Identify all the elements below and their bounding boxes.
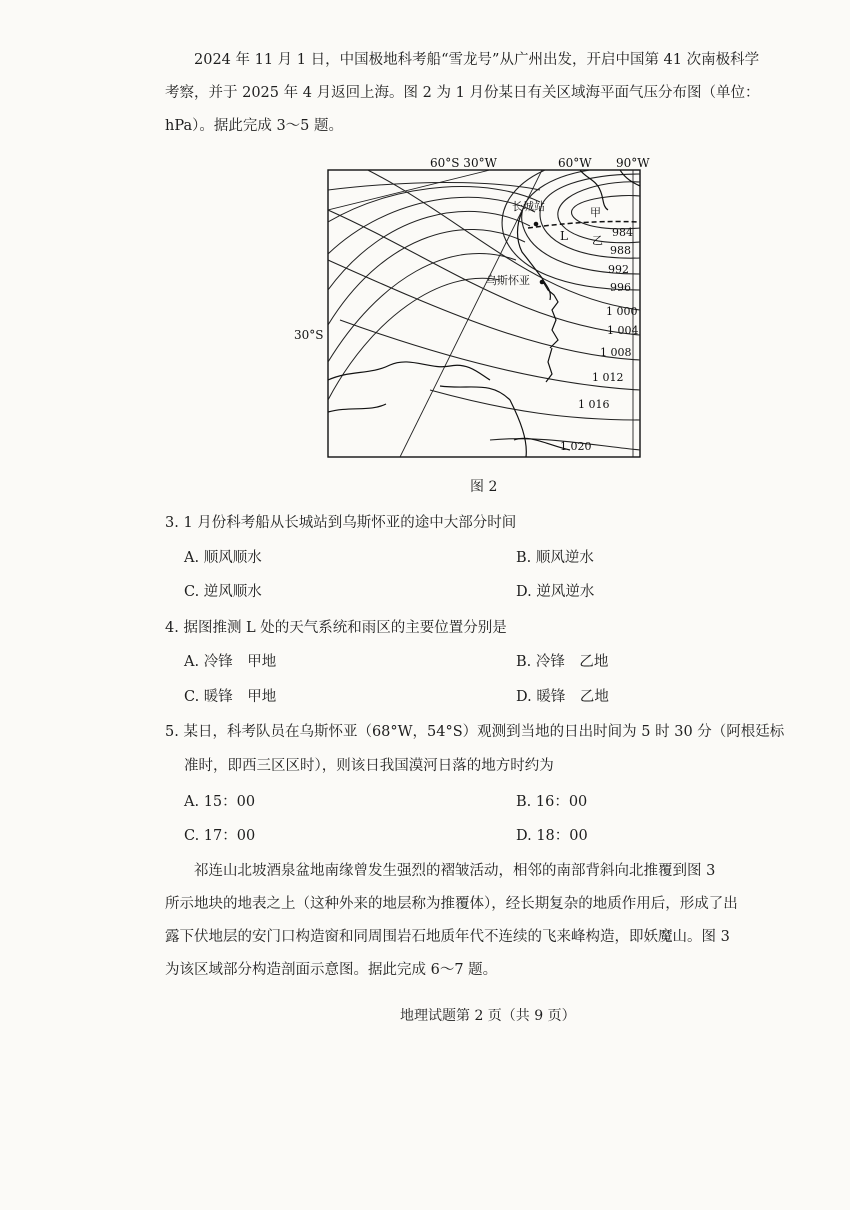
isobar-label-1008: 1 008 [600,346,632,359]
map-label-60s-30w: 60°S 30°W [430,156,497,170]
marker-jia: 甲 [590,206,601,219]
q5-option-c: C. 17：00 [184,828,256,844]
intro-line-3: hPa）。据此完成 3～5 题。 [165,118,344,134]
isobar-label-1016: 1 016 [578,398,610,411]
q4-option-c: C. 暖锋 甲地 [184,689,277,705]
question-4-stem: 4. 据图推测 L 处的天气系统和雨区的主要位置分别是 [165,620,507,636]
q4-option-a: A. 冷锋 甲地 [184,654,277,670]
isobar-label-988: 988 [610,244,631,257]
q3-option-c: C. 逆风顺水 [184,584,262,600]
q4-option-d: D. 暖锋 乙地 [516,689,609,705]
isobar-label-996: 996 [610,281,631,294]
q5-option-a: A. 15：00 [184,794,256,810]
question-3-stem: 3. 1 月份科考船从长城站到乌斯怀亚的途中大部分时间 [165,515,517,531]
marker-yi: 乙 [592,234,603,247]
marker-l: L [560,229,568,243]
intro-paragraph [165,44,805,143]
passage-line-3: 露下伏地层的安门口构造窗和同周围岩石地质年代不连续的飞来峰构造，即妖魔山。图 3 [165,929,730,945]
q3-option-d: D. 逆风逆水 [516,584,595,600]
passage-line-4: 为该区域部分构造剖面示意图。据此完成 6～7 题。 [165,962,498,978]
pressure-map-figure [290,150,670,470]
isobar-label-1012: 1 012 [592,371,624,384]
place-ushuaia: 乌斯怀亚 [486,274,530,287]
figure-caption: 图 2 [470,479,498,495]
q3-option-b: B. 顺风逆水 [516,550,594,566]
q3-option-a: A. 顺风顺水 [184,550,262,566]
question-5-stem-line-2: 准时，即西三区区时），则该日我国漠河日落的地方时约为 [184,758,554,774]
map-label-60w: 60°W [558,156,592,170]
ushuaia-dot [540,280,545,285]
question-5-stem-line-1: 5. 某日，科考队员在乌斯怀亚（68°W，54°S）观测到当地的日出时间为 5 时 30 分（阿根廷标 [165,724,785,740]
map-label-30s: 30°S [294,328,324,342]
q4-option-b: B. 冷锋 乙地 [516,654,609,670]
isobar-label-1004: 1 004 [607,324,639,337]
place-great-wall-station: 长城站 [512,200,545,213]
isobar-label-1000: 1 000 [606,305,638,318]
isobar-label-984: 984 [612,226,633,239]
q5-option-d: D. 18：00 [516,828,588,844]
passage-line-2: 所示地块的地表之上（这种外来的地层称为推覆体），经长期复杂的地质作用后，形成了出 [165,896,738,912]
passage-q6-7 [165,855,805,987]
intro-line-2: 考察，并于 2025 年 4 月返回上海。图 2 为 1 月份某日有关区域海平面气压分布图（单位： [165,85,760,101]
page-footer: 地理试题第 2 页（共 9 页） [400,1008,576,1024]
isobars-west [328,183,540,401]
map-label-90w: 90°W [616,156,650,170]
graticule-lines [328,170,633,457]
q5-option-b: B. 16：00 [516,794,588,810]
passage-line-1: 祁连山北坡酒泉盆地南缘曾发生强烈的褶皱活动，相邻的南部背斜向北推覆到图 3 [194,863,716,879]
great-wall-station-dot [534,222,539,227]
intro-line-1: 2024 年 11 月 1 日，中国极地科考船“雪龙号”从广州出发，开启中国第 41 次南极科学 [194,52,760,68]
isobar-label-992: 992 [608,263,629,276]
isobar-label-1020: 1 020 [560,440,592,453]
